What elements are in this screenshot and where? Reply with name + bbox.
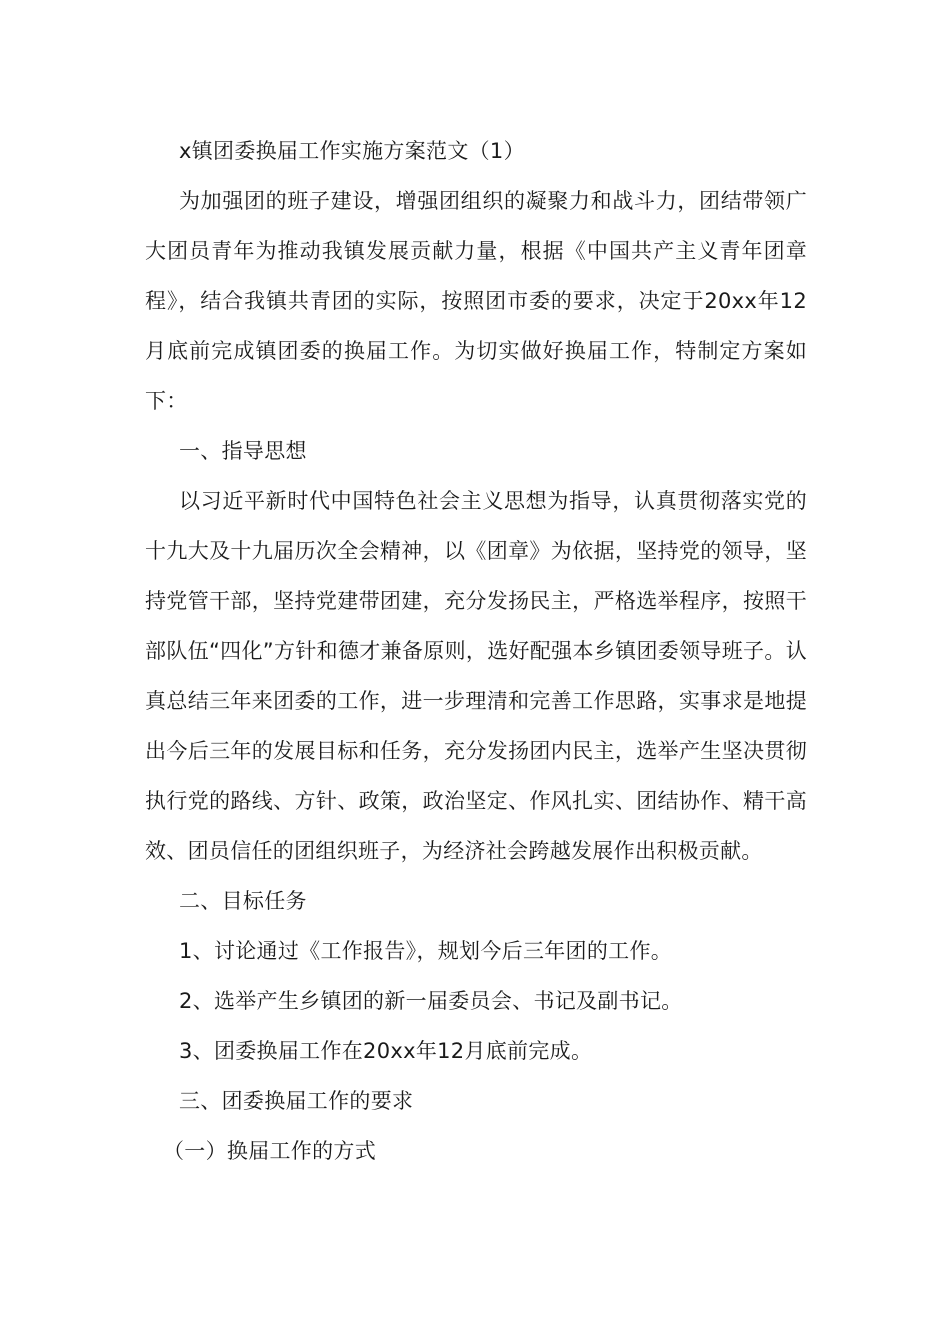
document-body — [145, 126, 807, 1176]
guiding-thought-paragraph: 以习近平新时代中国特色社会主义思想为指导，认真贯彻落实党的十九大及十九届历次全会精神，以《团章》为依据，坚持党的领导，坚持党管干部，坚持党建带团建，充分发扬民主，严格选举程序，按照干部队伍“四化”方针和德才兼备原则，选好配强本乡镇团委领导班子。认真总结三年来团委的工作，进一步理清和完善工作思路，实事求是地提出今后三年的发展目标和任务，充分发扬团内民主，选举产生坚决贯彻执行党的路线、方针、政策，政治坚定、作风扎实、团结协作、精干高效、团员信任的团组织班子，为经济社会跨越发展作出积极贡献。 — [145, 489, 807, 863]
section-heading-requirements: 三、团委换届工作的要求 — [179, 1089, 414, 1113]
subsection-heading-method: （一）换届工作的方式 — [163, 1139, 376, 1163]
task-item-3: 3、团委换届工作在20xx年12月底前完成。 — [179, 1039, 593, 1063]
intro-paragraph: 为加强团的班子建设，增强团组织的凝聚力和战斗力，团结带领广大团员青年为推动我镇发展贡献力量，根据《中国共产主义青年团章程》，结合我镇共青团的实际，按照团市委的要求，决定于20xx年12月底前完成镇团委的换届工作。为切实做好换届工作，特制定方案如下： — [145, 189, 807, 413]
section-heading-goals: 二、目标任务 — [179, 889, 307, 913]
document-title: x镇团委换届工作实施方案范文（1） — [179, 139, 525, 163]
task-item-2: 2、选举产生乡镇团的新一届委员会、书记及副书记。 — [179, 989, 683, 1013]
section-heading-guiding-thought: 一、指导思想 — [179, 439, 307, 463]
task-item-1: 1、讨论通过《工作报告》，规划今后三年团的工作。 — [179, 939, 673, 963]
